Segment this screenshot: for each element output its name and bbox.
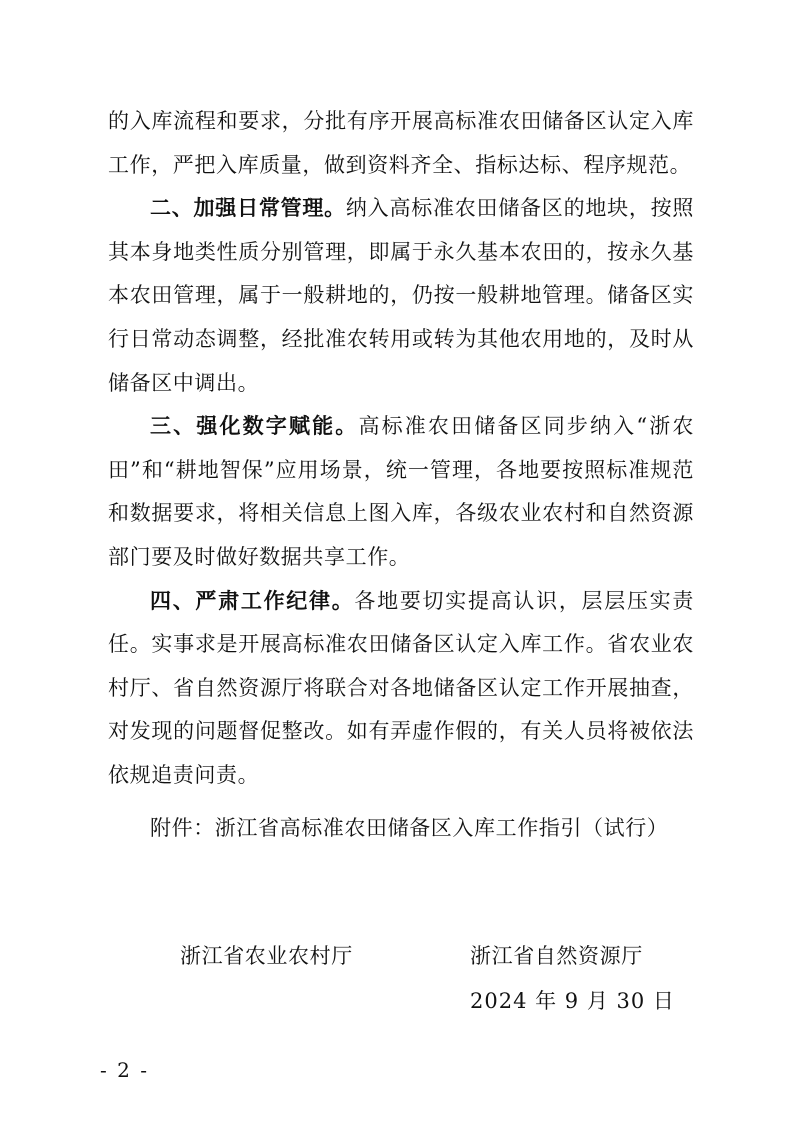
attachment-line: 附件：浙江省高标准农田储备区入库工作指引（试行） (150, 816, 669, 840)
paragraph-4-heading: 四、严肃工作纪律。 (150, 588, 355, 613)
paragraph-2-heading: 二、加强日常管理。 (150, 196, 346, 221)
paragraph-4-text: 各地要切实提高认识，层层压实责任。实事求是开展高标准农田储备区认定入库工作。省农业农村厅、省自然资源厅将联合对各地储备区认定工作开展抽查，对发现的问题督促整改。如有弄虚作假的，有关人员将被依法依规追责问责。 (108, 588, 694, 787)
paragraph-3-text: 高标准农田储备区同步纳入“浙农田”和“耕地智保”应用场景，统一管理，各地要按照标准规范和数据要求，将相关信息上图入库，各级农业农村和自然资源部门要及时做好数据共享工作。 (108, 414, 694, 569)
signature-natural-resources-dept: 浙江省自然资源厅 (470, 944, 643, 968)
paragraph-4 (108, 580, 694, 798)
paragraph-3 (108, 405, 694, 579)
paragraph-1 (108, 100, 694, 187)
paragraph-1-text: 的入库流程和要求，分批有序开展高标准农田储备区认定入库工作，严把入库质量，做到资料齐全、指标达标、程序规范。 (108, 109, 694, 177)
paragraph-2-text: 纳入高标准农田储备区的地块，按照其本身地类性质分别管理，即属于永久基本农田的，按永久基本农田管理，属于一般耕地的，仍按一般耕地管理。储备区实行日常动态调整，经批准农转用或转为其他农用地的，及时从储备区中调出。 (108, 196, 694, 395)
signature-agriculture-dept: 浙江省农业农村厅 (180, 944, 353, 968)
page-number: - 2 - (100, 1058, 149, 1082)
signature-date: 2024 年 9 月 30 日 (470, 989, 675, 1013)
paragraph-2 (108, 187, 694, 405)
document-body (108, 100, 694, 798)
paragraph-3-heading: 三、强化数字赋能。 (150, 414, 359, 439)
